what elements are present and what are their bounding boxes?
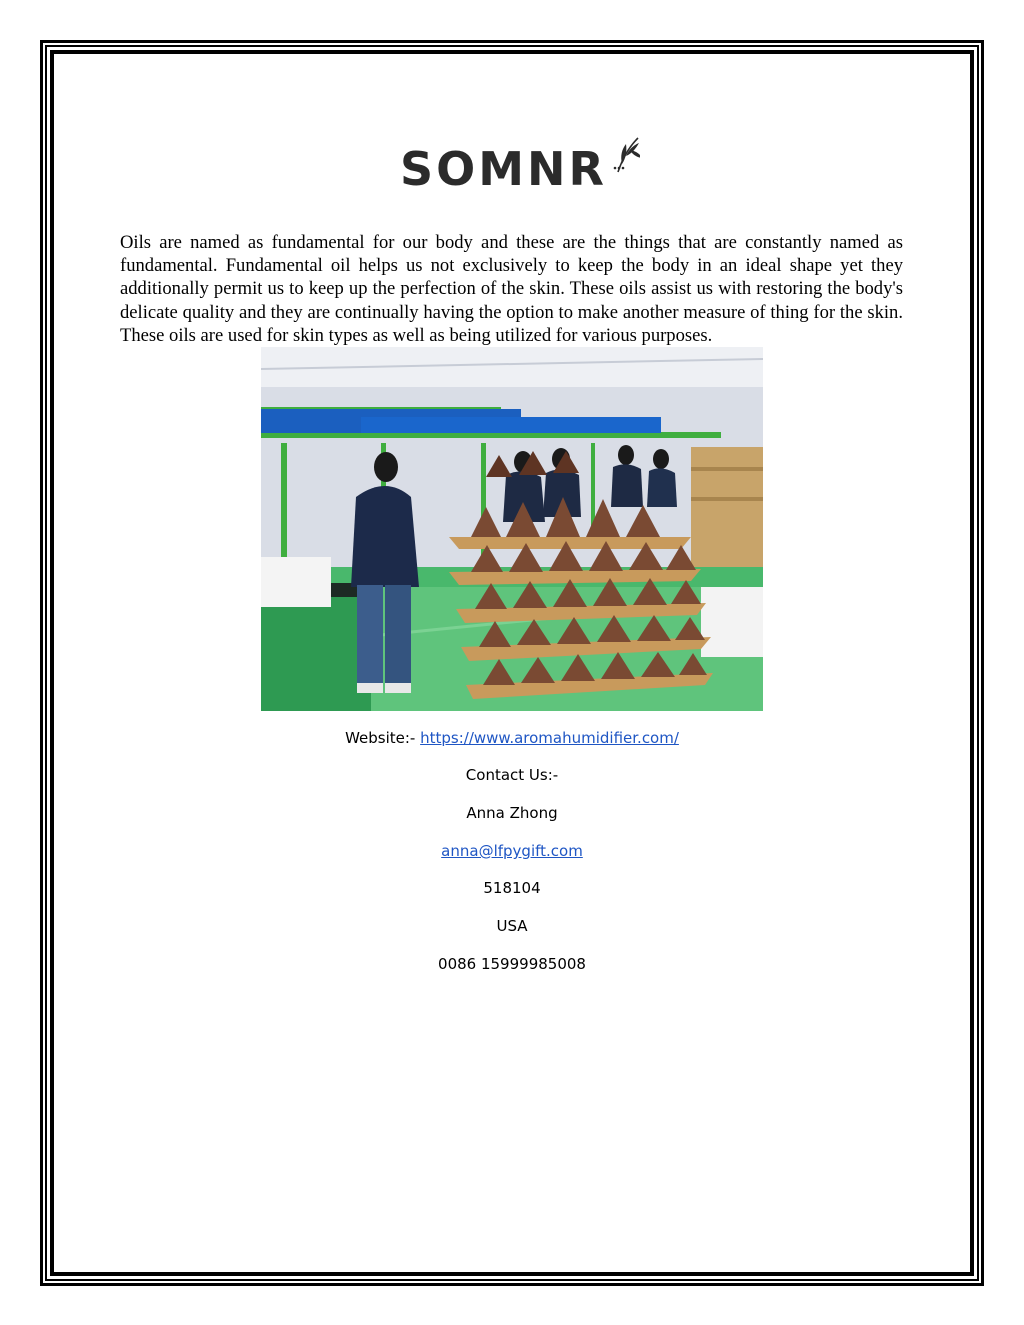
contact-us-label: Contact Us:- xyxy=(465,766,559,784)
contact-name: Anna Zhong xyxy=(466,804,558,822)
email-link[interactable]: anna@lfpygift.com xyxy=(441,842,583,860)
factory-photo-illustration xyxy=(261,347,763,711)
website-link[interactable]: https://www.aromahumidifier.com/ xyxy=(420,729,679,747)
factory-photo xyxy=(261,347,763,711)
leaf-sprig-icon xyxy=(396,132,640,200)
body-paragraph: Oils are named as fundamental for our body and these are the things that are constantly named as fundamental. Fundamental oil helps us not exclusively to keep the body in an ideal shape yet they additionally permit us to keep up the perfection of the skin. These oils assist us with restoring the body's delicate quality and they are continually having the option to make another measure of thing for the skin. These oils are used for skin types as well as being utilized for various purposes. xyxy=(120,232,903,346)
somnr-logo xyxy=(396,132,640,200)
email-line xyxy=(0,841,1024,861)
country: USA xyxy=(496,917,528,935)
phone-number: 0086 15999985008 xyxy=(438,955,586,973)
website-label: Website:- xyxy=(345,729,416,747)
logo-text: SOMNR xyxy=(400,142,607,196)
postal-code: 518104 xyxy=(483,879,541,897)
website-line xyxy=(0,728,1024,748)
